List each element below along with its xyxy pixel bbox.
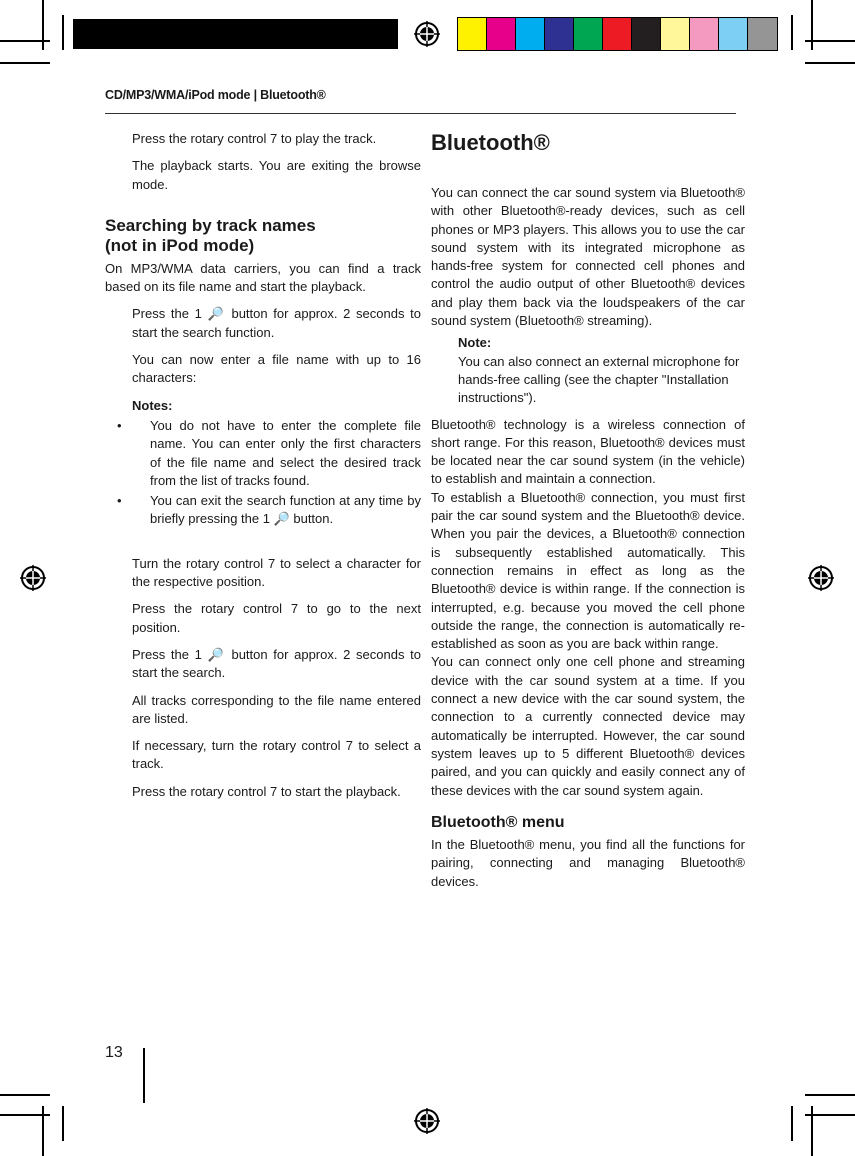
section-heading-menu: Bluetooth® menu: [431, 813, 565, 831]
bluetooth-intro: You can connect the car sound system via Bluetooth® with other Bluetooth®-ready devices, such as cell phones or MP3 players. This allows you to use the car sound system with its integrated microphone as hands-free system for connected cell phones and control the audio output of other Bluetooth® devices and play them back via the loudspeakers of the car sound system (Bluetooth® streaming).: [431, 185, 745, 329]
note-text: You do not have to enter the complete file name. You can enter only the first characters of the file name and select the desired track from the list of tracks found.: [150, 417, 421, 488]
bluetooth-establish: To establish a Bluetooth® connection, you must first pair the car sound system and the Bluetooth® device. When you pair the devices, a Bluetooth® connection is subsequently established automatically. This connection remains in effect as long as the Bluetooth® device is within range. If the connection is interrupted, e.g. because you moved the cell phone outside the range, the connection is automatically re-established as soon as you are back within range.: [431, 489, 745, 652]
step-turn: Turn the rotary control 7 to select a character for the respective position.: [132, 555, 421, 590]
color-swatch: [516, 18, 545, 50]
note-text: You can exit the search function at any time by briefly pressing the 1 🔎 button.: [150, 493, 421, 527]
search-heading-paren: (not in iPod mode): [105, 235, 255, 255]
section-heading-search: [105, 216, 421, 256]
running-head: CD/MP3/WMA/iPod mode | Bluetooth®: [105, 88, 326, 102]
step-next: Press the rotary control 7 to go to the next position.: [132, 601, 421, 635]
page-title: Bluetooth®: [431, 130, 550, 155]
page-number: 13: [105, 1044, 123, 1061]
color-swatch: [487, 18, 516, 50]
right-column: [431, 128, 745, 891]
left-column: [105, 130, 421, 810]
color-swatch: [719, 18, 748, 50]
bluetooth-one-phone: You can connect only one cell phone and streaming device with the car sound system at a time. If you connect a new device with the car sound system, the connection to a currently connected device may automatically be interrupted. However, the car sound system leaves up to 5 different Bluetooth® devices paired, and you can quickly and easily connect any of these devices with the car sound system again.: [431, 654, 745, 798]
step-play: Press the rotary control 7 to play the track.: [132, 131, 377, 146]
bluetooth-menu-text: In the Bluetooth® menu, you find all the functions for pairing, connecting and managing Bluetooth® devices.: [431, 837, 745, 889]
color-swatch: [545, 18, 574, 50]
color-swatch: [603, 18, 632, 50]
step-starts: The playback starts. You are exiting the browse mode.: [132, 158, 421, 192]
header-rule: [105, 113, 736, 114]
note-label: Note:: [458, 335, 492, 351]
notes-label: Notes:: [132, 397, 173, 413]
search-intro: On MP3/WMA data carriers, you can find a track based on its file name and start the playback.: [105, 260, 421, 295]
color-swatch: [690, 18, 719, 50]
color-calibration-bar: [457, 17, 778, 51]
step-start: Press the rotary control 7 to start the playback.: [132, 783, 401, 799]
bullet-icon: •: [117, 493, 122, 509]
step-enter: You can now enter a file name with up to 16 characters:: [132, 352, 421, 386]
registration-mark-icon: [20, 565, 46, 591]
bullet-icon: •: [117, 417, 122, 433]
note-text: You can also connect an external microphone for hands-free calling (see the chapter "Installation instructions").: [458, 353, 740, 406]
step-listed: All tracks corresponding to the file name entered are listed.: [132, 692, 421, 726]
color-swatch: [632, 18, 661, 50]
step-press-button: Press the 1 🔎 button for approx. 2 seconds to start the search function.: [132, 306, 421, 340]
note-item: [105, 417, 421, 490]
footer-rule: [143, 1048, 145, 1103]
color-swatch: [574, 18, 603, 50]
step-search: Press the 1 🔎 button for approx. 2 seconds to start the search.: [132, 646, 421, 681]
step-select: If necessary, turn the rotary control 7 to select a track.: [132, 738, 421, 772]
registration-mark-icon: [808, 565, 834, 591]
print-density-bar: [73, 19, 398, 49]
note-item: [105, 492, 421, 529]
color-swatch: [458, 18, 487, 50]
color-swatch: [661, 18, 690, 50]
bluetooth-tech: Bluetooth® technology is a wireless connection of short range. For this reason, Bluetooth® devices must be located near the car sound system (in the vehicle) to establish and maintain a connection.: [431, 416, 745, 487]
search-heading-text: Searching by track names: [105, 215, 316, 235]
registration-mark-icon: [414, 1108, 440, 1134]
registration-mark-icon: [414, 21, 440, 47]
color-swatch: [748, 18, 777, 50]
